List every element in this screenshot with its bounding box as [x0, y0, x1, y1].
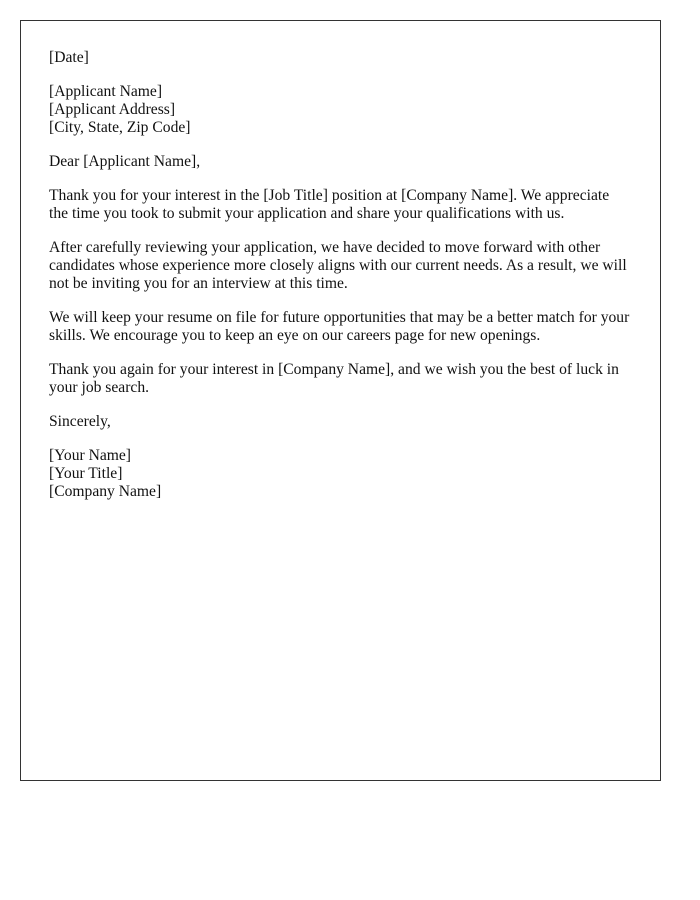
signature-company: [Company Name] — [49, 483, 162, 500]
body-paragraph-2: After carefully reviewing your application, we have decided to move forward with other candidates whose experience more closely aligns with our current needs. As a result, we will not be inviting you for an interview at this time. — [49, 239, 627, 292]
signature-block — [49, 447, 632, 501]
recipient-block — [49, 83, 632, 137]
signature-title: [Your Title] — [49, 465, 123, 482]
closing: Sincerely, — [49, 413, 111, 430]
body-paragraph-3: We will keep your resume on file for future opportunities that may be a better match for your skills. We encourage you to keep an eye on our careers page for new openings. — [49, 309, 630, 344]
signature-name: [Your Name] — [49, 447, 132, 464]
salutation: Dear [Applicant Name], — [49, 153, 201, 170]
recipient-city-state-zip: [City, State, Zip Code] — [49, 119, 191, 136]
body-paragraph-4: Thank you again for your interest in [Company Name], and we wish you the best of luck in your job search. — [49, 361, 619, 396]
recipient-name: [Applicant Name] — [49, 83, 163, 100]
recipient-address: [Applicant Address] — [49, 101, 176, 118]
body-paragraph-1: Thank you for your interest in the [Job Title] position at [Company Name]. We appreciate the time you took to submit your application and share your qualifications with us. — [49, 187, 610, 222]
letter-date: [Date] — [49, 49, 89, 66]
letter-page — [20, 20, 661, 781]
